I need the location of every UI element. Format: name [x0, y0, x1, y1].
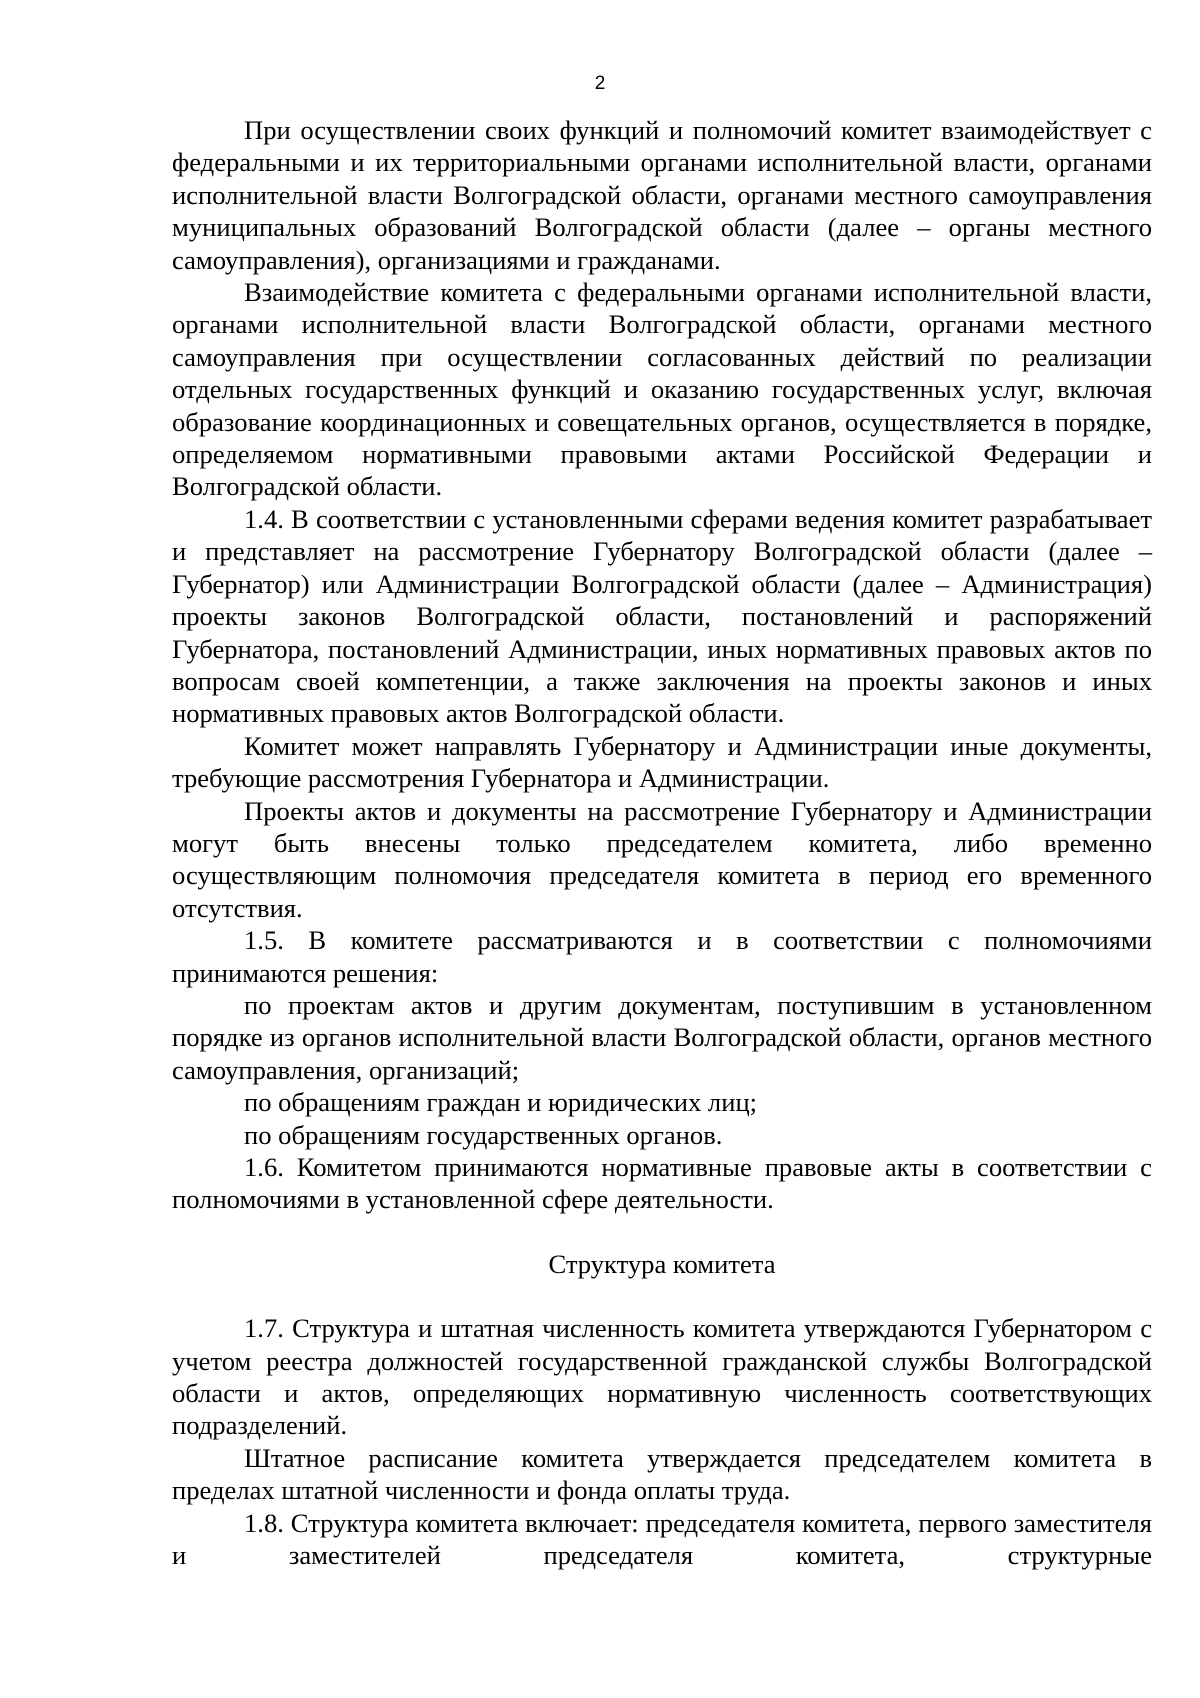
- paragraph-1-5: 1.5. В комитете рассматриваются и в соответствии с полномочиями принимаются решения:: [172, 925, 1152, 988]
- paragraph-interaction-procedure: Взаимодействие комитета с федеральными органами исполнительной власти, органами исполнительной власти Волгоградской области, органами местного самоуправления при осуществлении согласованных действий по реализации отдельных государственных функций и оказанию государственных услуг, включая образование координационных и совещательных органов, осуществляется в порядке, определяемом нормативными правовыми актами Российской Федерации и Волгоградской области.: [172, 277, 1152, 502]
- list-item-state-bodies: по обращениям государственных органов.: [244, 1119, 723, 1150]
- document-body: [172, 114, 1152, 1571]
- page-number: 2: [594, 73, 606, 94]
- list-item-acts: по проектам актов и другим документам, поступившим в установленном порядке из органов исполнительной власти Волгоградской области, органов местного самоуправления, организаций;: [172, 989, 1152, 1085]
- paragraph-interaction: При осуществлении своих функций и полномочий комитет взаимодействует с федеральными и их территориальными органами исполнительной власти, органами исполнительной власти Волгоградской области, органами местного самоуправления муниципальных образований Волгоградской области (далее – органы местного самоуправления), организациями и гражданами.: [172, 115, 1152, 275]
- section-heading: Структура комитета: [548, 1248, 776, 1279]
- paragraph-1-7: 1.7. Структура и штатная численность комитета утверждаются Губернатором с учетом реестра должностей государственной гражданской службы Волгоградской области и актов, определяющих нормативную численность соответствующих подразделений.: [172, 1313, 1152, 1441]
- list-item-citizens: по обращениям граждан и юридических лиц;: [244, 1087, 758, 1118]
- paragraph-documents: Комитет может направлять Губернатору и Администрации иные документы, требующие рассмотрения Губернатора и Администрации.: [172, 730, 1152, 794]
- paragraph-1-4: 1.4. В соответствии с установленными сферами ведения комитет разрабатывает и представляет на рассмотрение Губернатору Волгоградской области (далее – Губернатор) или Администрации Волгоградской области (далее – Администрация) проекты законов Волгоградской области, постановлений и распоряжений Губернатора, постановлений Администрации, иных нормативных правовых актов по вопросам своей компетенции, а также заключения на проекты законов и иных нормативных правовых актов Волгоградской области.: [172, 503, 1152, 729]
- paragraph-1-6: 1.6. Комитетом принимаются нормативные правовые акты в соответствии с полномочиями в установленной сфере деятельности.: [172, 1152, 1152, 1215]
- paragraph-staff-schedule: Штатное расписание комитета утверждается председателем комитета в пределах штатной численности и фонда оплаты труда.: [172, 1442, 1152, 1506]
- spacer: [172, 1280, 1152, 1312]
- spacer: [172, 1216, 1152, 1248]
- paragraph-submission: Проекты актов и документы на рассмотрение Губернатору и Администрации могут быть внесены только председателем комитета, либо временно осуществляющим полномочия председателя комитета в период его временного отсутствия.: [172, 795, 1152, 923]
- paragraph-1-8: 1.8. Структура комитета включает: председателя комитета, первого заместителя и заместителей председателя комитета, структурные: [172, 1507, 1152, 1571]
